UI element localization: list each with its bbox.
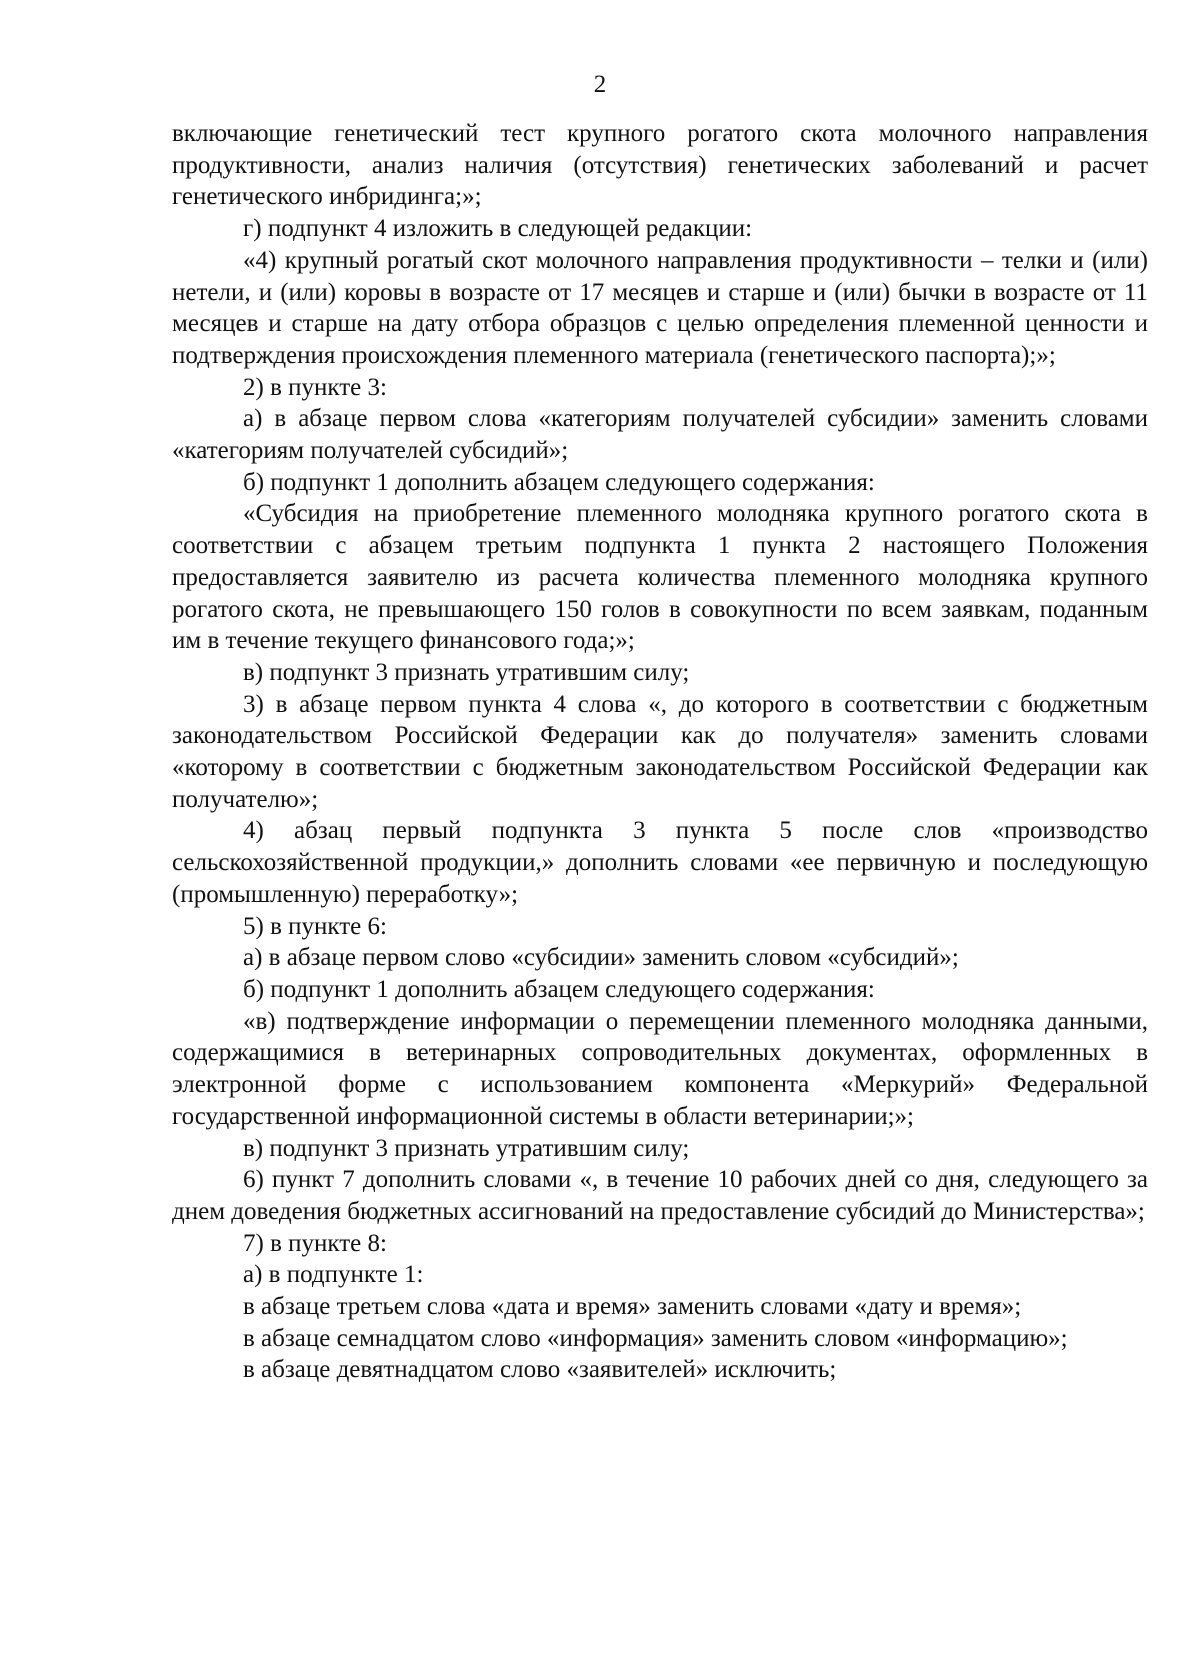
paragraph: в) подпункт 3 признать утратившим силу; (243, 1134, 690, 1162)
paragraph: б) подпункт 1 дополнить абзацем следующего содержания: (243, 468, 875, 496)
paragraph: в абзаце девятнадцатом слово «заявителей» исключить; (243, 1356, 837, 1384)
paragraph: в) подпункт 3 признать утратившим силу; (243, 658, 690, 686)
paragraph: 5) в пункте 6: (243, 912, 387, 940)
paragraph: «в) подтверждение информации о перемещении племенного молодняка данными, содержащимися в ветеринарных сопроводительных документах, оформленных в электронной форме с использованием компонента «Меркурий» Федеральной государственной информационной системы в области ветеринарии;»; (172, 1007, 1148, 1130)
paragraph: 6) пункт 7 дополнить словами «, в течение 10 рабочих дней со дня, следующего за днем доведения бюджетных ассигнований на предоставление субсидий до Министерства»; (172, 1166, 1148, 1225)
paragraph: 4) абзац первый подпункта 3 пункта 5 после слов «производство сельскохозяйственной продукции,» дополнить словами «ее первичную и последующую (промышленную) переработку»; (172, 817, 1148, 908)
paragraph: «4) крупный рогатый скот молочного направления продуктивности – телки и (или) нетели, и (или) коровы в возрасте от 17 месяцев и старше и (или) бычки в возрасте от 11 месяцев и старше на дату отбора образцов с целью определения племенной ценности и подтверждения происхождения племенного материала (генетического паспорта);»; (172, 246, 1148, 369)
paragraph: 2) в пункте 3: (243, 373, 387, 401)
paragraph: 7) в пункте 8: (243, 1229, 387, 1257)
paragraph: а) в абзаце первом слово «субсидии» заменить словом «субсидий»; (243, 944, 959, 972)
paragraph: а) в абзаце первом слова «категориям получателей субсидии» заменить словами «категориям получателей субсидий»; (172, 405, 1148, 465)
paragraph: г) подпункт 4 изложить в следующей редакции: (243, 215, 753, 243)
paragraph: «Субсидия на приобретение племенного молодняка крупного рогатого скота в соответствии с абзацем третьим подпункта 1 пункта 2 настоящего Положения предоставляется заявителю из расчета количества племенного молодняка крупного рогатого скота, не превышающего 150 голов в совокупности по всем заявкам, поданным им в течение текущего финансового года;»; (172, 500, 1148, 655)
paragraph: в абзаце третьем слова «дата и время» заменить словами «дату и время»; (243, 1293, 1022, 1321)
document-body (172, 118, 1148, 1386)
paragraph: 3) в абзаце первом пункта 4 слова «, до которого в соответствии с бюджетным законодательством Российской Федерации как до получателя» заменить словами «которому в соответствии с бюджетным законодательством Российской Федерации как получателю»; (172, 690, 1148, 813)
page-number: 2 (593, 71, 607, 98)
paragraph: б) подпункт 1 дополнить абзацем следующего содержания: (243, 975, 875, 1003)
paragraph: а) в подпункте 1: (243, 1261, 424, 1289)
paragraph: в абзаце семнадцатом слово «информация» заменить словом «информацию»; (243, 1324, 1068, 1352)
paragraph: включающие генетический тест крупного рогатого скота молочного направления продуктивности, анализ наличия (отсутствия) генетических заболеваний и расчет генетического инбридинга;»; (172, 120, 1148, 211)
